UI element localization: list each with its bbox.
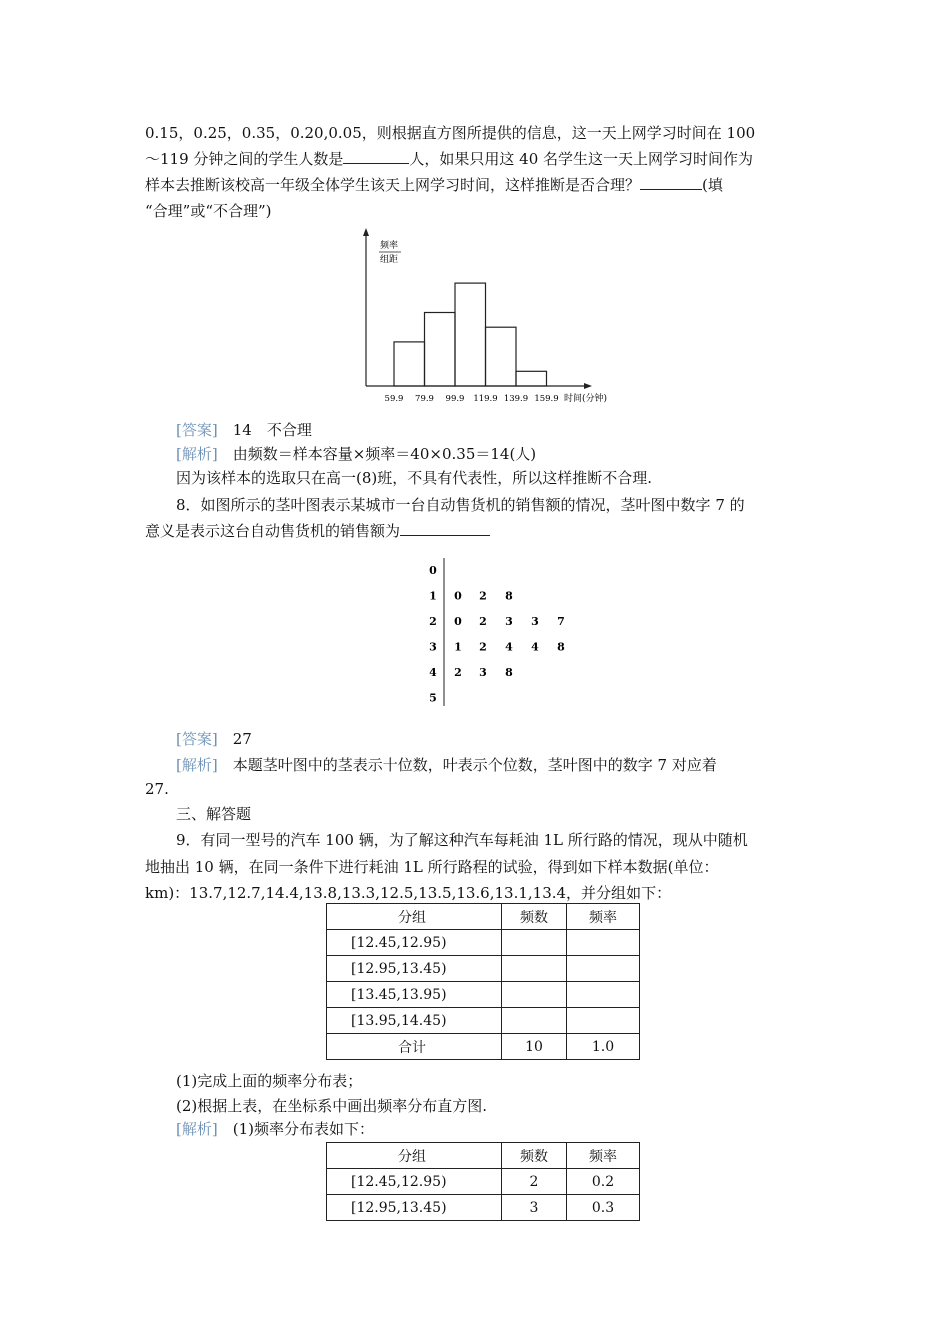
answer-8 xyxy=(176,728,252,749)
explanation-8 xyxy=(176,754,717,775)
answer-8-text: 27 xyxy=(232,730,252,748)
q8-answer-blank xyxy=(400,521,490,536)
explanation-8-text: 本题茎叶图中的茎表示十位数，叶表示个位数，茎叶图中的数字 7 对应着 xyxy=(232,756,717,774)
table-row xyxy=(327,982,640,1008)
leaf-value: 3 xyxy=(505,615,513,628)
cell-frequency: 0.2 xyxy=(567,1169,640,1195)
frequency-table-solution xyxy=(326,1142,640,1221)
cell-group: [12.95,13.45) xyxy=(327,956,502,982)
cell-total-label: 合计 xyxy=(327,1034,502,1060)
q8-line2-text: 意义是表示这台自动售货机的销售额为 xyxy=(145,522,401,540)
stem-value: 4 xyxy=(429,666,437,679)
leaf-value: 8 xyxy=(557,640,565,654)
table-row xyxy=(327,1195,640,1221)
frequency-table-blank xyxy=(326,903,640,1060)
q7-line2-a: ～119 分钟之间的学生人数是 xyxy=(145,150,344,168)
stem-value: 3 xyxy=(429,640,437,654)
explanation-7-line2: 因为该样本的选取只在高一(8)班，不具有代表性，所以这样推断不合理. xyxy=(176,469,653,487)
table-header-row xyxy=(327,1143,640,1169)
q7-line3-b: (填 xyxy=(702,176,723,194)
header-frequency: 频率 xyxy=(567,904,640,930)
q7-line1: 0.15，0.25，0.35，0.20,0.05，则根据直方图所提供的信息，这一天上网学习时间在 100 xyxy=(145,124,756,142)
table-total-row xyxy=(327,1034,640,1060)
stem-value: 1 xyxy=(429,589,437,603)
leaf-value: 2 xyxy=(479,615,487,628)
q7-line3 xyxy=(145,174,723,195)
leaf-value: 2 xyxy=(479,589,487,603)
leaf-value: 3 xyxy=(531,615,539,628)
stem-value: 5 xyxy=(429,691,437,705)
table-header-row xyxy=(327,904,640,930)
q8-line2 xyxy=(145,520,490,541)
leaf-value: 4 xyxy=(505,640,513,654)
leaf-value: 7 xyxy=(557,615,565,628)
histogram-bar xyxy=(455,283,486,386)
cell-frequency xyxy=(567,982,640,1008)
x-tick-label: 99.9 xyxy=(445,394,465,404)
cell-group: [12.95,13.45) xyxy=(327,1195,502,1221)
q9-line3: km)：13.7,12.7,14.4,13.8,13.3,12.5,13.5,13.6,13.1,13.4，并分组如下： xyxy=(145,884,672,902)
q9-line1: 9．有同一型号的汽车 100 辆，为了解这种汽车每耗油 1L 所行路的情况，现从中随机 xyxy=(176,831,748,849)
header-group: 分组 xyxy=(327,1143,502,1169)
leaf-value: 0 xyxy=(454,615,462,628)
cell-group: [13.95,14.45) xyxy=(327,1008,502,1034)
q7-line2 xyxy=(145,148,753,169)
cell-frequency xyxy=(567,1008,640,1034)
x-tick-label: 159.9 xyxy=(534,394,559,404)
cell-count: 2 xyxy=(502,1169,567,1195)
histogram-bar xyxy=(425,313,456,387)
explanation-9-text: (1)频率分布表如下： xyxy=(232,1120,374,1138)
table-row xyxy=(327,956,640,982)
answer-7-text: 14 不合理 xyxy=(232,421,312,439)
leaf-value: 0 xyxy=(454,589,462,603)
cell-count xyxy=(502,982,567,1008)
subquestion-1: (1)完成上面的频率分布表； xyxy=(176,1072,363,1090)
subquestion-2: (2)根据上表，在坐标系中画出频率分布直方图. xyxy=(176,1097,488,1115)
cell-count: 3 xyxy=(502,1195,567,1221)
cell-total-frequency: 1.0 xyxy=(567,1034,640,1060)
x-tick-label: 119.9 xyxy=(473,394,498,404)
leaf-value: 4 xyxy=(531,640,539,654)
answer-tag: [答案] xyxy=(176,730,218,748)
explanation-tag: [解析] xyxy=(176,445,218,463)
stem-value: 0 xyxy=(429,564,437,577)
explanation-9 xyxy=(176,1118,374,1139)
x-axis-label: 时间(分钟) xyxy=(564,394,608,404)
q9-line2: 地抽出 10 辆，在同一条件下进行耗油 1L 所行路程的试验，得到如下样本数据(单位： xyxy=(145,858,719,876)
y-axis-arrow xyxy=(363,228,369,236)
explanation-7-text: 由频数＝样本容量×频率＝40×0.35＝14(人) xyxy=(232,445,537,463)
x-tick-label: 79.9 xyxy=(415,394,434,404)
leaf-value: 2 xyxy=(479,640,487,654)
header-count: 频数 xyxy=(502,904,567,930)
leaf-value: 3 xyxy=(479,666,487,679)
cell-count xyxy=(502,956,567,982)
cell-frequency: 0.3 xyxy=(567,1195,640,1221)
answer-tag: [答案] xyxy=(176,421,218,439)
q7-line3-a: 样本去推断该校高一年级全体学生该天上网学习时间，这样推断是否合理？ xyxy=(145,176,641,194)
cell-group: [12.45,12.95) xyxy=(327,1169,502,1195)
histogram-bar xyxy=(516,371,547,386)
table-row xyxy=(327,930,640,956)
cell-group: [13.45,13.95) xyxy=(327,982,502,1008)
cell-frequency xyxy=(567,930,640,956)
x-tick-label: 139.9 xyxy=(503,394,529,404)
explanation-tag: [解析] xyxy=(176,1120,218,1138)
leaf-value: 2 xyxy=(454,666,462,679)
explanation-7 xyxy=(176,443,536,464)
q7-line4: “合理”或“不合理”) xyxy=(145,202,272,220)
q7-answer-blank-reasonable xyxy=(640,175,702,190)
leaf-value: 8 xyxy=(505,666,513,679)
table-row xyxy=(327,1169,640,1195)
histogram-bar xyxy=(394,342,425,386)
header-group: 分组 xyxy=(327,904,502,930)
cell-count xyxy=(502,1008,567,1034)
cell-group: [12.45,12.95) xyxy=(327,930,502,956)
stem-value: 2 xyxy=(429,615,437,628)
y-label-top: 频率 xyxy=(380,241,399,251)
cell-frequency xyxy=(567,956,640,982)
x-tick-label: 59.9 xyxy=(384,394,404,404)
leaf-value: 1 xyxy=(454,640,462,654)
stem-leaf-plot xyxy=(420,556,590,712)
cell-total-count: 10 xyxy=(502,1034,567,1060)
explanation-8-line2: 27. xyxy=(145,780,169,798)
leaf-value: 8 xyxy=(505,589,513,603)
section-heading: 三、解答题 xyxy=(176,805,252,823)
histogram-bar xyxy=(486,327,517,386)
q7-answer-blank-count xyxy=(343,149,409,164)
table-row xyxy=(327,1008,640,1034)
x-axis-arrow xyxy=(584,383,592,389)
q8-line1: 8．如图所示的茎叶图表示某城市一台自动售货机的销售额的情况，茎叶图中数字 7 的 xyxy=(176,496,745,514)
header-frequency: 频率 xyxy=(567,1143,640,1169)
answer-7 xyxy=(176,419,312,440)
explanation-tag: [解析] xyxy=(176,756,218,774)
frequency-histogram xyxy=(350,226,630,410)
cell-count xyxy=(502,930,567,956)
header-count: 频数 xyxy=(502,1143,567,1169)
q7-line2-b: 人，如果只用这 40 名学生这一天上网学习时间作为 xyxy=(409,150,754,168)
y-label-bottom: 组距 xyxy=(380,255,399,265)
